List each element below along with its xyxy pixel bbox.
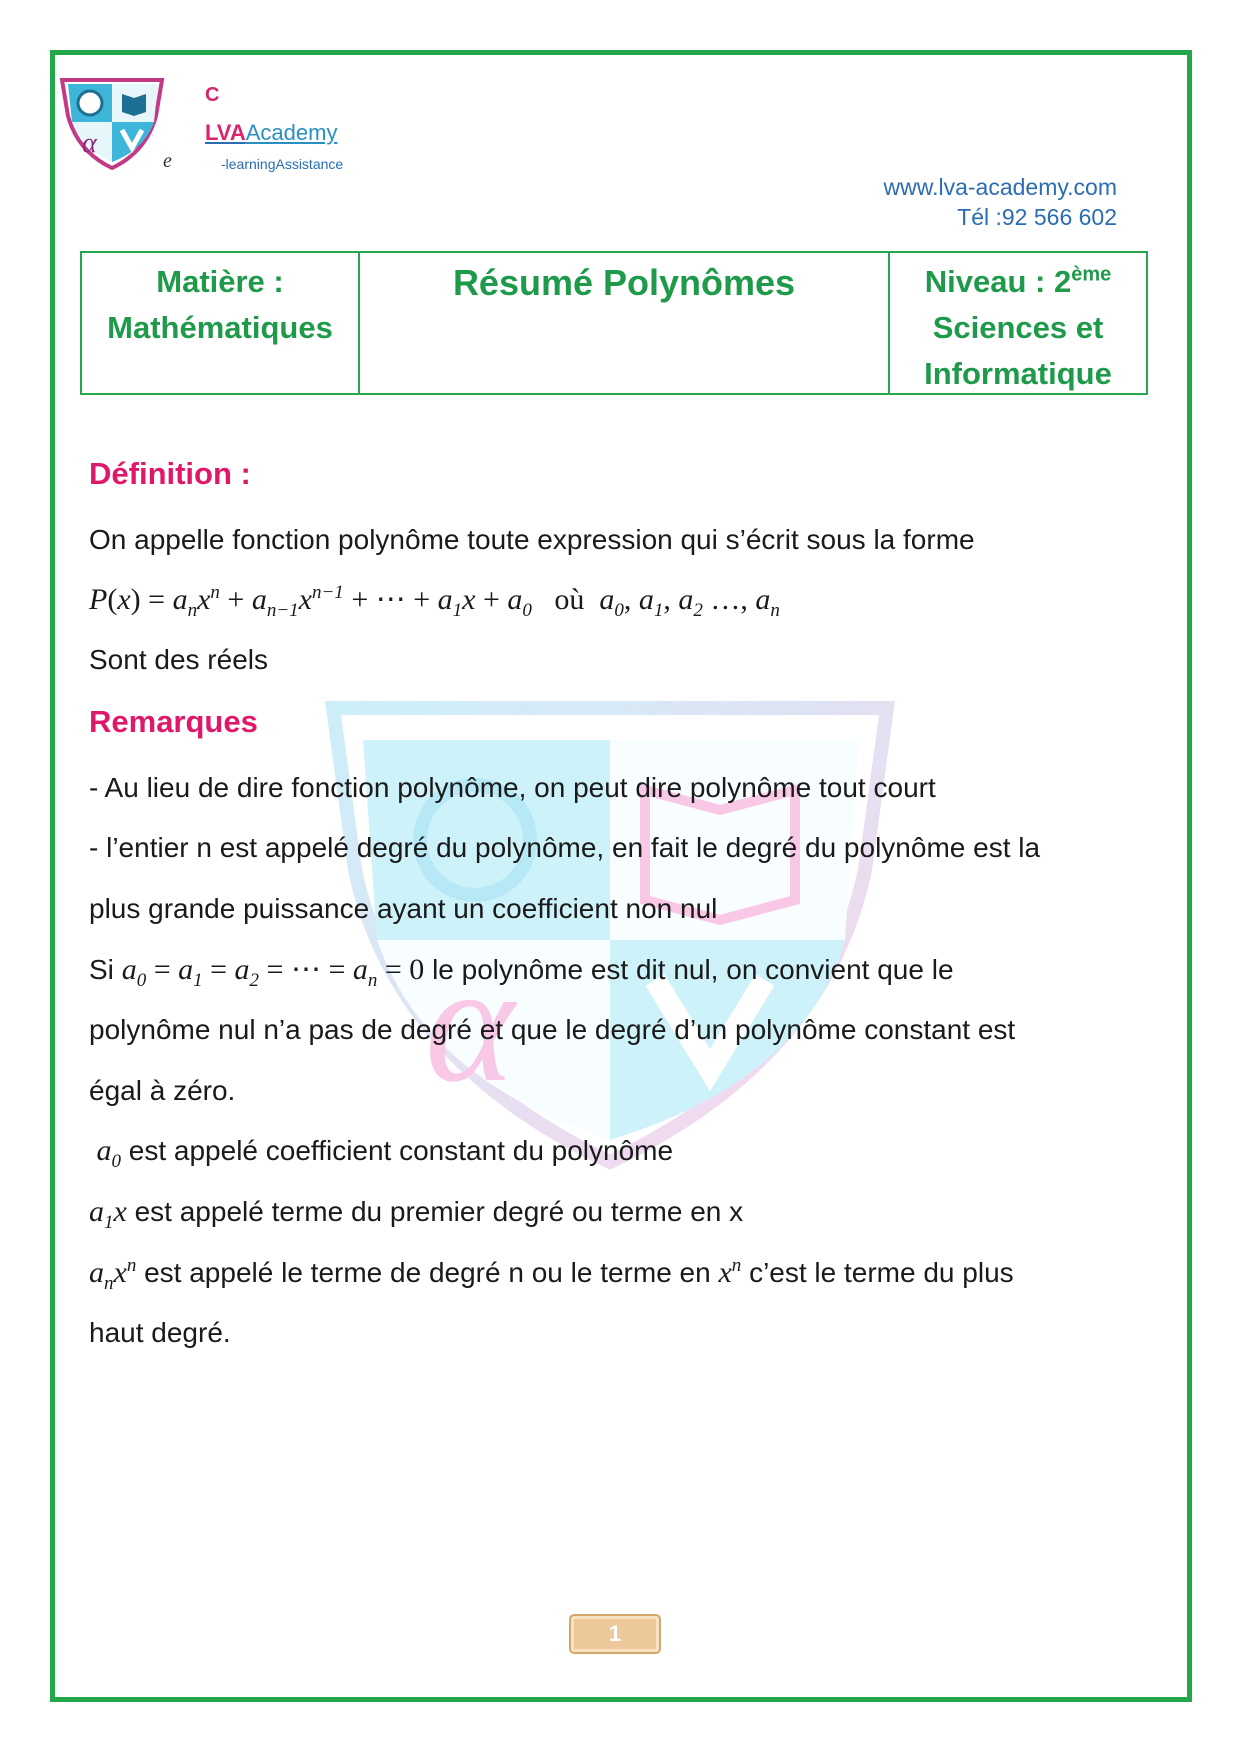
subject-value: Mathématiques <box>107 310 333 345</box>
definition-line1: On appelle fonction polynôme toute expression qui s’écrit sous la forme <box>89 524 975 555</box>
brand-name <box>205 120 337 146</box>
remark-1: - Au lieu de dire fonction polynôme, on peut dire polynôme tout court <box>89 772 936 803</box>
remark-3c: égal à zéro. <box>89 1075 236 1106</box>
svg-text:α: α <box>82 128 97 159</box>
remark-6-mid: est appelé le terme de degré n ou le terme en <box>136 1257 719 1288</box>
remark-4: $a_0$ est appelé coefficient constant du polynôme <box>96 1134 674 1172</box>
remark-5: $a_1x$ est appelé terme du premier degré ou terme en x <box>89 1195 744 1233</box>
remarks-heading: Remarques <box>89 704 258 739</box>
page-number-badge: 1 <box>569 1614 661 1654</box>
brand-tagline: -learningAssistance <box>221 156 344 172</box>
definition-formula: $P(x) = a_nx^n + a_{n-1}x^{n-1}$ + ⋯ + $a_1x + a_0$ où $a_0$, $a_1$, $a_2$ …, $a_n$ <box>89 582 780 621</box>
header-table <box>80 251 1148 395</box>
phone-number: Tél :92 566 602 <box>957 204 1117 230</box>
remark-6-end: c’est le terme du plus <box>741 1257 1014 1288</box>
remark-2a: - l’entier n est appelé degré du polynôme, en fait le degré du polynôme est la <box>89 832 1041 863</box>
subject-label: Matière : <box>156 264 284 299</box>
level-label <box>890 259 1146 305</box>
subject-cell <box>82 253 360 393</box>
remark-6b: haut degré. <box>89 1317 231 1348</box>
remark-3-prefix: Si <box>89 954 122 985</box>
brand-academy: Academy <box>245 120 338 145</box>
remark-6: $a_nx^n$ est appelé le terme de degré n ou le terme en $x^n$ c’est le terme du plus <box>89 1255 1014 1294</box>
lva-academy-logo <box>58 76 166 170</box>
watermark-shield <box>325 700 895 1170</box>
definition-line3: Sont des réels <box>89 644 268 675</box>
remark-3: Si $a_0 = a_1 = a_2$ = ⋯ = $a_n = 0$ le polynôme est dit nul, on convient que le <box>89 953 954 991</box>
remark-5-text: est appelé terme du premier degré ou terme en x <box>126 1196 744 1227</box>
svg-text:α: α <box>425 929 515 1117</box>
level-label-text: Niveau : 2 <box>924 264 1072 299</box>
contact-block <box>884 172 1117 232</box>
level-line3: Informatique <box>924 356 1112 391</box>
title-cell <box>360 253 890 393</box>
brand-e: e <box>163 150 172 172</box>
definition-heading: Définition : <box>89 456 251 491</box>
remark-4-text: est appelé coefficient constant du polynôme <box>121 1135 674 1166</box>
brand-c: C <box>205 84 220 106</box>
level-sup: ème <box>1071 263 1112 286</box>
level-line2: Sciences et <box>932 310 1104 345</box>
level-cell <box>890 253 1146 393</box>
brand-lva: LVA <box>205 120 246 145</box>
remark-3-suffix: le polynôme est dit nul, on convient que le <box>424 954 954 985</box>
page-title: Résumé Polynômes <box>452 262 796 303</box>
remark-2b: plus grande puissance ayant un coefficient non nul <box>89 893 718 924</box>
remark-3b: polynôme nul n’a pas de degré et que le degré d’un polynôme constant est <box>89 1014 1016 1045</box>
website-link[interactable]: www.lva-academy.com <box>883 174 1117 200</box>
